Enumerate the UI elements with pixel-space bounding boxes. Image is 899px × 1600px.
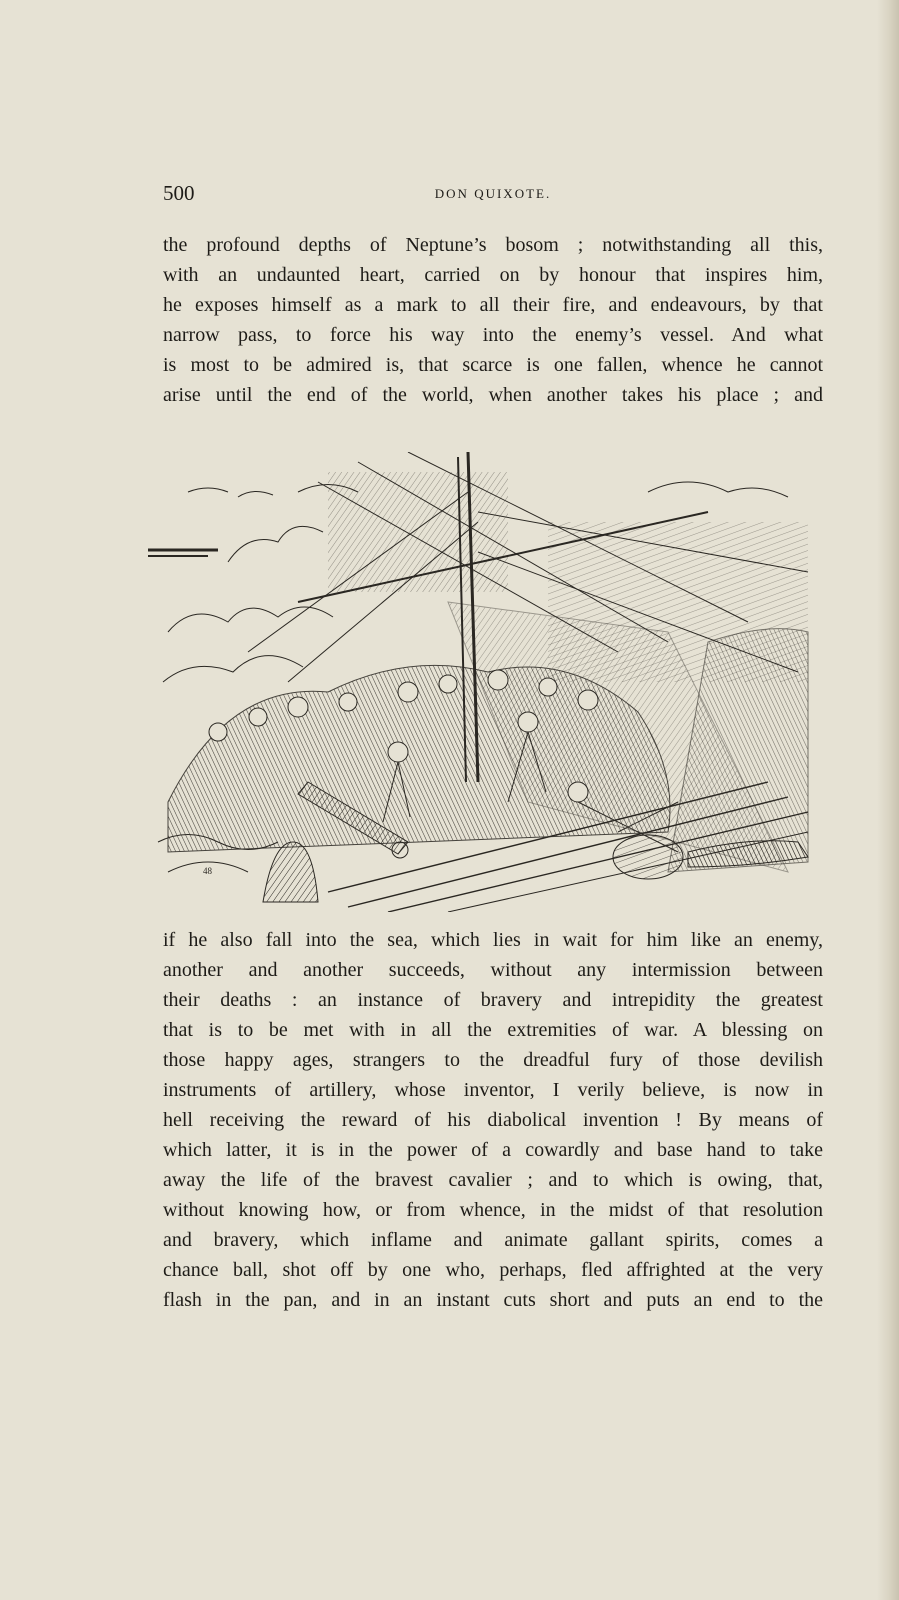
text-line: with an undaunted heart, carried on by honour that inspires him, — [163, 264, 823, 286]
text-line: instruments of artillery, whose inventor, I verily believe, is now in — [163, 1079, 823, 1101]
paragraph-before-illustration — [163, 230, 823, 410]
text-line: away the life of the bravest cavalier ; and to which is owing, that, — [163, 1169, 823, 1191]
text-line: if he also fall into the sea, which lies in wait for him like an enemy, — [163, 929, 823, 951]
text-line: which latter, it is in the power of a cowardly and base hand to take — [163, 1139, 823, 1161]
text-line: and bravery, which inflame and animate gallant spirits, comes a — [163, 1229, 823, 1251]
text-line: narrow pass, to force his way into the enemy’s vessel. And what — [163, 324, 823, 346]
running-title: DON QUIXOTE. — [434, 186, 552, 201]
page-header — [163, 181, 823, 211]
page-edge — [877, 0, 899, 1600]
illustration-signature: 48 — [203, 866, 212, 876]
text-line: is most to be admired is, that scarce is one fallen, whence he cannot — [163, 354, 823, 376]
text-line: another and another succeeds, without any intermission between — [163, 959, 823, 981]
text-line: that is to be met with in all the extremities of war. A blessing on — [163, 1019, 823, 1041]
paragraph-after-illustration — [163, 925, 823, 1315]
text-line: the profound depths of Neptune’s bosom ; notwithstanding all this, — [163, 234, 823, 256]
text-line: hell receiving the reward of his diabolical invention ! By means of — [163, 1109, 823, 1131]
text-line: he exposes himself as a mark to all their fire, and endeavours, by that — [163, 294, 823, 316]
text-line: arise until the end of the world, when another takes his place ; and — [163, 384, 823, 406]
page-number: 500 — [163, 181, 195, 205]
text-line: those happy ages, strangers to the dreadful fury of those devilish — [163, 1049, 823, 1071]
text-line: without knowing how, or from whence, in the midst of that resolution — [163, 1199, 823, 1221]
text-line: flash in the pan, and in an instant cuts short and puts an end to the — [163, 1289, 823, 1311]
text-line: chance ball, shot off by one who, perhaps, fled affrighted at the very — [163, 1259, 823, 1281]
naval-battle-illustration — [148, 452, 818, 912]
text-line: their deaths : an instance of bravery and intrepidity the greatest — [163, 989, 823, 1011]
